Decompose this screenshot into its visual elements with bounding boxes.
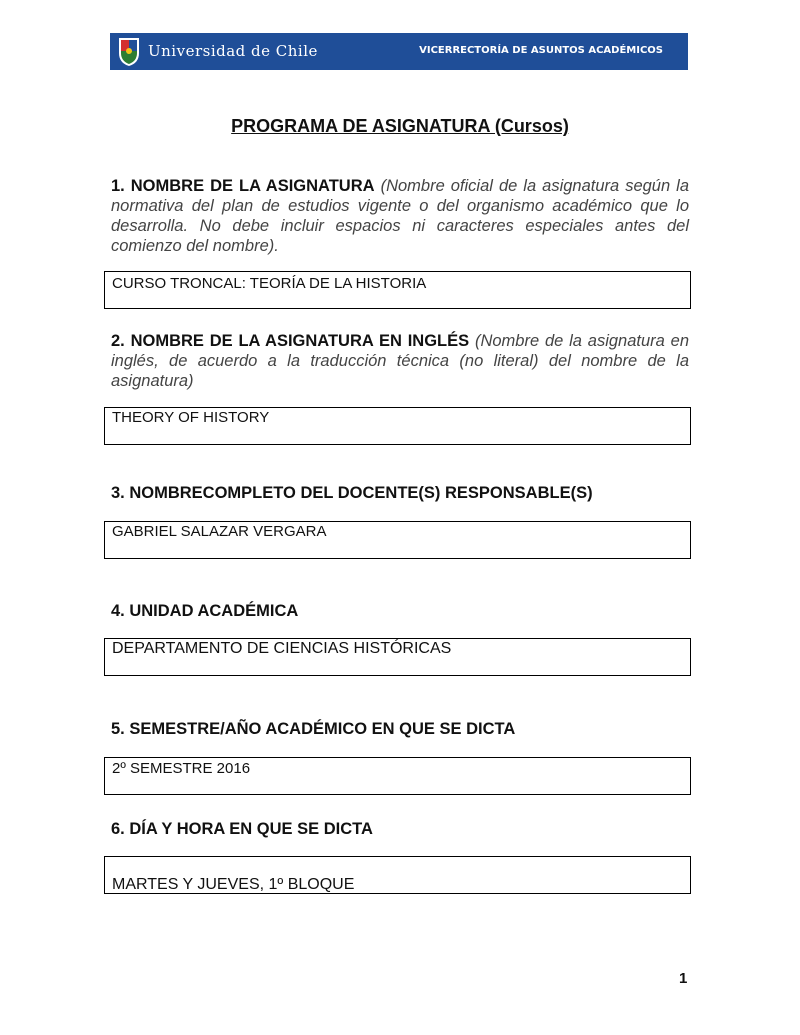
section-semester [111,719,689,739]
header-banner [110,33,688,70]
section-note: (Nombre de la asignatura en inglés, de acuerdo a la traducción técnica (no literal) del nombre de la asignatura) [111,332,689,390]
section-instructor [111,483,689,503]
academic-unit-field [104,638,691,676]
course-name-english-field [104,407,691,445]
course-name-english-value: THEORY OF HISTORY [112,409,270,426]
semester-field [104,757,691,795]
schedule-field [104,856,691,894]
section-heading [111,719,689,739]
section-title: 2. NOMBRE DE LA ASIGNATURA EN INGLÉS [111,332,470,350]
section-heading [111,176,689,256]
page-number: 1 [679,970,688,987]
section-title: 3. NOMBRECOMPLETO DEL DOCENTE(S) RESPONSABLE(S) [111,484,593,502]
section-title: 1. NOMBRE DE LA ASIGNATURA [111,177,375,195]
section-schedule [111,819,689,839]
section-course-name-english [111,331,689,391]
section-academic-unit [111,601,689,621]
section-title: 4. UNIDAD ACADÉMICA [111,602,299,620]
vicerrectoria-name: VICERRECTORÍA DE ASUNTOS ACADÉMICOS [419,45,663,56]
university-crest-icon [117,36,141,67]
section-course-name [111,176,689,256]
instructor-value: GABRIEL SALAZAR VERGARA [112,523,327,540]
course-name-field [104,271,691,309]
section-heading [111,483,689,503]
schedule-value: MARTES Y JUEVES, 1º BLOQUE [112,876,355,893]
academic-unit-value: DEPARTAMENTO DE CIENCIAS HISTÓRICAS [112,640,452,657]
semester-value: 2º SEMESTRE 2016 [112,760,251,777]
course-name-value: CURSO TRONCAL: TEORÍA DE LA HISTORIA [112,275,427,292]
section-heading [111,601,689,621]
section-title: 5. SEMESTRE/AÑO ACADÉMICO EN QUE SE DICTA [111,720,516,738]
university-name: Universidad de Chile [148,42,318,60]
section-heading [111,819,689,839]
section-note: (Nombre oficial de la asignatura según la normativa del plan de estudios vigente o del organismo académico que lo desarrolla. No debe incluir espacios ni caracteres especiales antes del comienzo del nombre). [111,177,689,255]
section-title: 6. DÍA Y HORA EN QUE SE DICTA [111,820,373,838]
document-title: PROGRAMA DE ASIGNATURA (Cursos) [231,116,569,136]
instructor-field [104,521,691,559]
section-heading [111,331,689,391]
